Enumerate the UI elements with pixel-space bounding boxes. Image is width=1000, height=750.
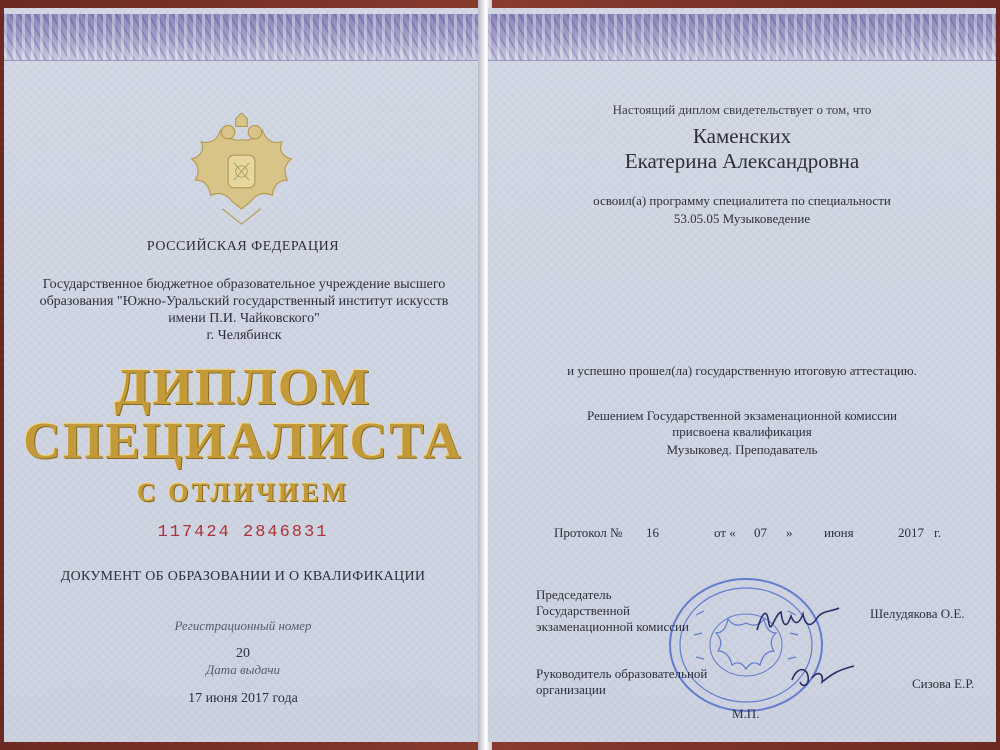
protocol-label: Протокол № xyxy=(554,525,623,540)
protocol-year: 2017 xyxy=(898,525,924,540)
serial-number: 117424 2846831 xyxy=(157,523,329,542)
protocol-month: июня xyxy=(824,525,854,540)
chair-title-line: Государственной xyxy=(536,603,631,618)
intro-text: Настоящий диплом свидетельствует о том, что xyxy=(612,102,872,117)
qualification: Музыковед. Преподаватель xyxy=(666,442,818,457)
coat-of-arms-icon xyxy=(184,113,299,228)
issue-date: 17 июня 2017 года xyxy=(188,691,298,706)
graduate-given-names: Екатерина Александровна xyxy=(624,149,860,173)
diploma-left-page xyxy=(4,8,482,742)
head-signature-icon xyxy=(788,660,858,692)
institution-name xyxy=(24,276,464,344)
diploma-title: ДИПЛОМ xyxy=(114,359,372,416)
protocol-day: 07 xyxy=(754,525,767,540)
diploma-right-page xyxy=(488,8,996,742)
honors-label: С ОТЛИЧИЕМ xyxy=(136,478,350,507)
country-label: РОССИЙСКАЯ ФЕДЕРАЦИЯ xyxy=(146,239,340,254)
program-text: освоил(а) программу специалитета по специальности xyxy=(593,193,891,208)
chair-name: Шелудякова О.Е. xyxy=(870,606,965,621)
specialty-code: 53.05.05 Музыковедение xyxy=(673,211,811,226)
protocol-from: от « xyxy=(714,525,736,540)
issue-date-label: Дата выдачи xyxy=(205,662,281,677)
head-title xyxy=(536,666,707,698)
city-label: г. Челябинск xyxy=(206,328,282,343)
institution-line: имени П.И. Чайковского" xyxy=(168,311,320,326)
attestation-text: и успешно прошел(ла) государственную итоговую аттестацию. xyxy=(567,363,917,378)
registration-number: 20 xyxy=(236,646,250,661)
decision-text: Решением Государственной экзаменационной комиссии xyxy=(587,408,897,423)
protocol-year-suffix: г. xyxy=(934,525,942,540)
institution-line: образования "Южно-Уральский государственный институт искусств xyxy=(39,294,449,309)
chair-title-line: Председатель xyxy=(536,587,612,602)
head-title-line: Руководитель образовательной xyxy=(536,666,708,681)
chair-signature-icon xyxy=(753,604,843,638)
decision-text: присвоена квалификация xyxy=(672,424,812,439)
document-type: ДОКУМЕНТ ОБ ОБРАЗОВАНИИ И О КВАЛИФИКАЦИИ xyxy=(60,569,426,584)
head-name: Сизова Е.Р. xyxy=(912,676,975,691)
graduate-surname: Каменских xyxy=(692,124,792,148)
protocol-number: 16 xyxy=(646,525,659,540)
head-title-line: организации xyxy=(536,682,606,697)
seal-label: М.П. xyxy=(732,706,760,721)
protocol-close-quote: » xyxy=(786,525,793,540)
registration-label: Регистрационный номер xyxy=(174,618,312,633)
security-band xyxy=(488,14,996,61)
chair-title-line: экзаменационной комиссии xyxy=(536,619,689,634)
diploma-subtitle: СПЕЦИАЛИСТА xyxy=(23,413,463,470)
institution-line: Государственное бюджетное образовательное учреждение высшего xyxy=(42,277,446,292)
chair-title xyxy=(536,587,689,635)
security-band xyxy=(4,14,482,61)
